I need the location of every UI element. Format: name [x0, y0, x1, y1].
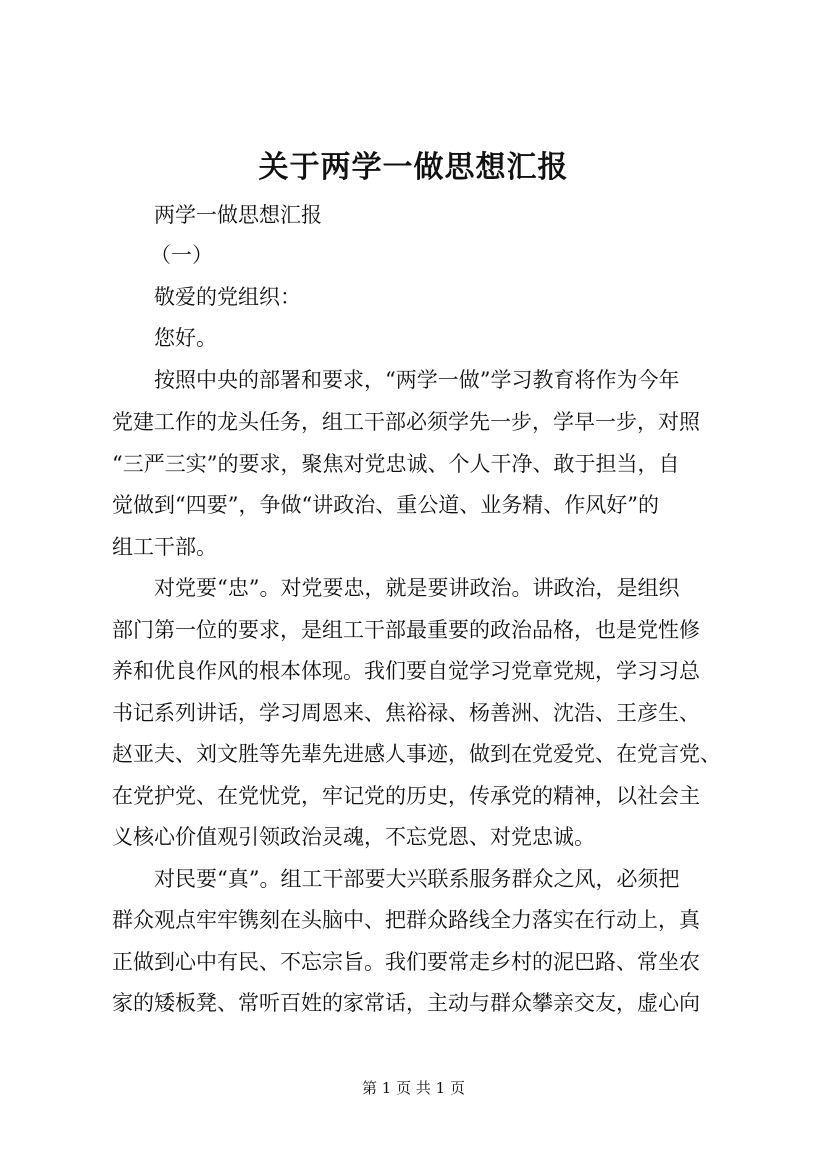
- body-line: 书记系列讲话，学习周恩来、焦裕禄、杨善洲、沈浩、王彦生、: [112, 701, 700, 725]
- body-line: 按照中央的部署和要求，“两学一做”学习教育将作为今年: [154, 368, 680, 392]
- body-line: 组工干部。: [112, 535, 217, 559]
- body-line: “三严三实”的要求，聚焦对党忠诚、个人干净、敢于担当，自: [112, 452, 680, 476]
- body-line: 党建工作的龙头任务，组工干部必须学先一步，学早一步，对照: [112, 410, 700, 434]
- body-line: 对党要“忠”。对党要忠，就是要讲政治。讲政治，是组织: [154, 576, 680, 600]
- document-title: 关于两学一做思想汇报: [258, 150, 569, 185]
- section-number: （一）: [150, 243, 213, 267]
- document-subtitle: 两学一做思想汇报: [154, 203, 322, 227]
- greeting: 您好。: [154, 326, 217, 350]
- body-line: 正做到心中有民、不忘宗旨。我们要常走乡村的泥巴路、常坐农: [112, 950, 700, 974]
- body-line: 对民要“真”。组工干部要大兴联系服务群众之风，必须把: [154, 867, 680, 891]
- body-line: 在党护党、在党忧党，牢记党的历史，传承党的精神，以社会主: [112, 784, 700, 808]
- body-line: 家的矮板凳、常听百姓的家常话，主动与群众攀亲交友，虚心向: [112, 991, 700, 1015]
- body-line: 赵亚夫、刘文胜等先辈先进感人事迹，做到在党爱党、在党言党、: [112, 742, 721, 766]
- body-line: 养和优良作风的根本体现。我们要自觉学习党章党规，学习习总: [112, 659, 700, 683]
- salutation: 敬爱的党组织：: [154, 285, 301, 309]
- page-footer: 第 1 页 共 1 页: [362, 1079, 465, 1097]
- body-line: 群众观点牢牢镌刻在头脑中、把群众路线全力落实在行动上，真: [112, 908, 700, 932]
- body-line: 部门第一位的要求，是组工干部最重要的政治品格，也是党性修: [112, 618, 700, 642]
- body-line: 觉做到“四要”，争做“讲政治、重公道、业务精、作风好”的: [112, 493, 659, 517]
- body-line: 义核心价值观引领政治灵魂，不忘党恩、对党忠诚。: [112, 825, 595, 849]
